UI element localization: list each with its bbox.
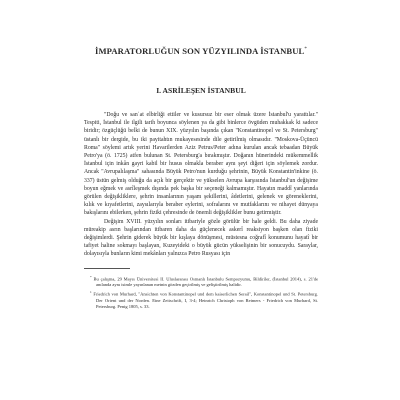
footnote-text: Bu çalışma, 29 Mayıs Üniversitesi II. Uluslararası Osmanlı İstanbulu Sempozyumu, Bildiriler, (İstanbul 2014), s. 21'de anılanda aynı isimle yayınlanan metnin gözden geçirilmiş ve geliştirilmiş halidir. bbox=[93, 276, 319, 288]
footnote-item bbox=[84, 289, 318, 310]
footnote-marker: * bbox=[90, 274, 92, 279]
footnote-item bbox=[84, 274, 318, 289]
body-text bbox=[84, 111, 318, 259]
footnote-divider bbox=[84, 268, 130, 269]
chapter-title-note-marker: * bbox=[304, 47, 307, 53]
footnote-marker: 1 bbox=[90, 290, 92, 295]
paragraph-2: Değişim XVIII. yüzyılın sonları itibariyle gözle görülür bir hale geldi. Bu daha ziyade müreakip asrın başlarından itibaren daha da güçlenecek askerî reaksiyon başken olan fiziki değişimlerdi. Şehrin giderek büyük bir kışlaya dönüşmesi, müstesna coğrafî konumunu hayatî bir tafiyet haline sokmayı başlayan, Kuzeyideki o büyük gücün yükselişinin bir sonucuydu. Saraylar, dolayısıyla bunların kimi mekânları yalnızca Petro Rusyası için bbox=[84, 218, 318, 258]
section-title: I. ASRİLEŞEN İSTANBUL bbox=[156, 86, 246, 95]
footnotes bbox=[84, 274, 318, 310]
footnote-text: Friedrich von Murhard, "Ansichten von Konstantinopel und dem kaiserlichen Serail", Konstantinopel und St. Petersburg. Der Orient und der Norden. Eine Zeitschrift, I, 3-4; Heinrich Christoph von Reimers - Friedrich von Murhard, St. Petersburg. Penig 1805, s. 33. bbox=[93, 291, 318, 310]
chapter-title-text: İMPARATORLUĞUN SON YÜZYILINDA İSTANBUL bbox=[95, 46, 305, 56]
paragraph-1: "Doğu ve sanʿat elbirliği ettiler ve kusursuz bir eser olmak üzere İstanbul'u yarattılar." Tespiti, İstanbul ile ilgili tarih boyunca söylenen ya da gibi binlerce övgüden muhakkak ki sadece biridir; özgüçlüğü belki de bunun XIX. yüzyılın başında çıkan "Konstantinopel ve St. Petersburg" üstanlı bir dergide, bu iki payitahtın mukayesesinde dile getirilmiş olmasıdır. "Moskova-Üçüncü Roma" söylemi artık yerini Havarilerden Aziz Petrus/Peter adına kurulan ancak tebaadan Büyük Petro'ya (ö. 1725) atfen bulunan St. Petersburg'a bırakmıştır. Doğanın hünerindeki mükemmellik İstanbul için inkân gayri kabil bir husus olmakla beraber aynı şeyi diğeri için söylemek zordur. Ancak "Avrupalılaşma" sahasında Büyük Petro'nun kurduğu şehrinin, Büyük Konstantin'inkine (ö. 337) üstün gelmiş olduğu da açık bir gerçektir ve yükselen Avrupa karşısında İstanbul'un değişime boyun eğmek ve asrîleşmek dışında pek başka bir seçeneği kalmamıştır. Hayatın maddî yanlarında görülen değişikliklere, şehrin insanlarının yaşam şekillerini, âdetlerini, gelenek ve göreneklerini, kılık ve kıyafetlerini, zaysılarıyla beraber eylerini, sofralarını ve mutfaklarını ve nihayet dünyaya bakışlarını ebilerken, şehrin fiziki çehresinde de önemli değişiklikler bunu getirmiştir. bbox=[84, 112, 318, 217]
chapter-title bbox=[84, 46, 318, 56]
